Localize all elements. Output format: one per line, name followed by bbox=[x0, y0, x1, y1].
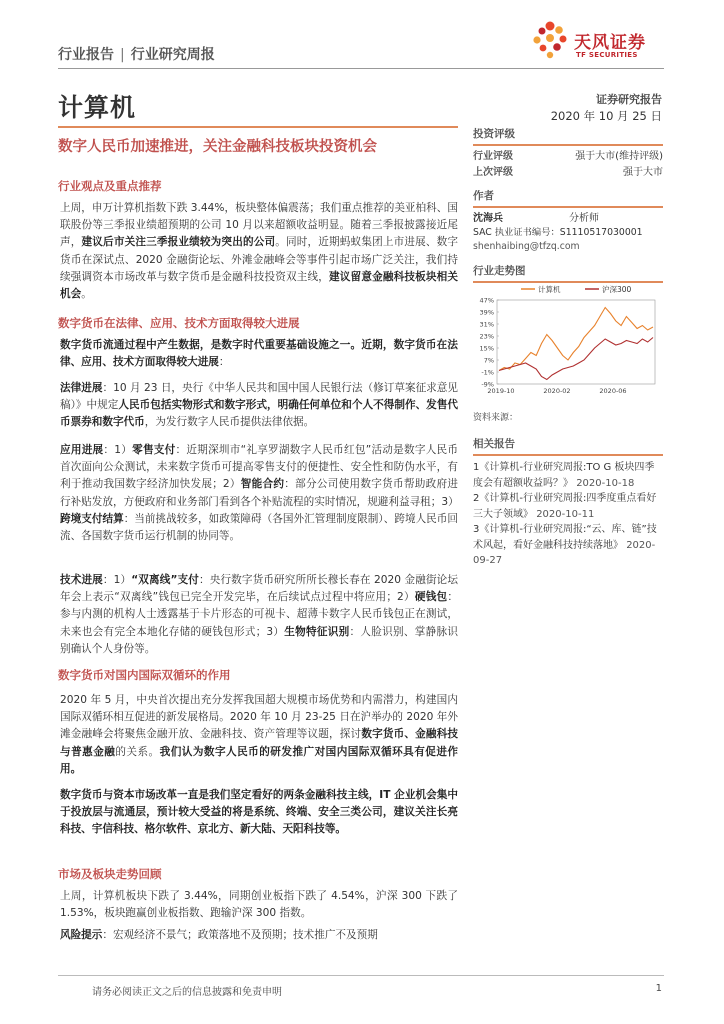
sidebar-rule bbox=[473, 206, 663, 208]
prev-rating-label: 上次评级 bbox=[473, 167, 513, 178]
paragraph bbox=[60, 380, 458, 432]
y-tick-label: 47% bbox=[479, 296, 494, 305]
y-tick-label: -9% bbox=[481, 380, 494, 389]
related-report-title: 1《计算机-行业研究周报:TO G 板块四季度会有超额收益吗？》 bbox=[473, 462, 655, 489]
paragraph bbox=[60, 200, 458, 303]
text-run: ：1） bbox=[103, 444, 133, 456]
prev-rating-row bbox=[473, 165, 663, 181]
text-run: 2020 年 5 月，中央首次提出充分发挥我国超大规模市场优势和内需潜力，构建国内国际双循环相互促进的新发展格局。2020 年 10 月 23-25 日在沪举办的 2020 年外滩金融峰会将聚焦金融开放、金融科技、资产管理等议题，探讨 bbox=[60, 694, 458, 741]
text-run: ：当前挑战较多，如政策障碍（各国外汇管理制度限制）、跨境人民币回流、各国数字货币运行机制的协同等。 bbox=[60, 512, 458, 543]
paragraph bbox=[60, 888, 458, 922]
section-heading: 市场及板块走势回顾 bbox=[58, 867, 162, 881]
text-bold: 数字货币流通过程中产生数据，是数字时代重要基础设施之一。近期，数字货币在法律、应用、技术方面取得较大进展 bbox=[60, 339, 458, 369]
related-report-item[interactable] bbox=[473, 522, 663, 569]
header-breadcrumb bbox=[58, 44, 215, 64]
related-report-title: 3《计算机-行业研究周报:“云、库、链”技术风起，看好金融科技持续落地》 bbox=[473, 524, 657, 551]
x-tick-label: 2020-02 bbox=[543, 387, 571, 395]
paragraph bbox=[60, 927, 458, 944]
text-run: ：部分公司使用数字货币帮助政府进行补贴发放，方便政府和业务部门看到各个补贴流程的实时情况，规避利益寻租；3） bbox=[60, 478, 459, 508]
author-role: 分析师 bbox=[569, 213, 599, 224]
text-bold: 生物特征识别 bbox=[284, 625, 350, 638]
industry-rating-row bbox=[473, 149, 663, 165]
text-bold: 建议留意金融科技板块相关机会 bbox=[60, 270, 458, 301]
paragraph bbox=[60, 787, 458, 839]
y-tick-label: 23% bbox=[479, 332, 494, 341]
related-report-date: 2020-09-27 bbox=[473, 539, 656, 566]
y-tick-label: 39% bbox=[479, 308, 494, 317]
text-bold: 风险提示 bbox=[60, 929, 103, 941]
report-headline: 数字人民币加速推进，关注金融科技板块投资机会 bbox=[58, 139, 377, 155]
text-run: 的关系。 bbox=[115, 745, 160, 758]
text-run: ：人脸识别、掌静脉识别确认个人身份等。 bbox=[60, 625, 459, 655]
y-tick-label: 15% bbox=[479, 344, 494, 353]
text-bold: 应用进展 bbox=[60, 444, 104, 456]
text-run: ：参与内测的机构人士透露基于卡片形态的可视卡、超薄卡数字人民币钱包正在测试，未来也会有完全本地化存储的硬钱包形式；3） bbox=[60, 591, 459, 638]
series-line bbox=[499, 308, 653, 371]
text-bold: 数字货币与资本市场改革一直是我们坚定看好的两条金融科技主线，IT 企业机会集中于投放层与流通层，预计较大受益的将是系统、终端、安全三类公司，建议关注长亮科技、宇信科技、格尔软件、京北方、新大陆、天阳科技等。 bbox=[60, 789, 458, 836]
legend-label: 沪深300 bbox=[602, 285, 632, 294]
series-line bbox=[499, 338, 653, 380]
paragraph bbox=[60, 442, 458, 545]
text-bold: 人民币包括实物形式和数字形式，明确任何单位和个人不得制作、发售代币票券和数字代币 bbox=[60, 399, 459, 429]
text-bold: 我们认为数字人民币的研发推广对国内国际双循环具有促进作用。 bbox=[60, 745, 459, 775]
x-tick-label: 2020-06 bbox=[599, 387, 627, 395]
industry-trend-chart bbox=[473, 280, 661, 398]
related-report-item[interactable] bbox=[473, 460, 663, 491]
trend-chart-svg bbox=[473, 280, 661, 398]
section-heading: 行业观点及重点推荐 bbox=[58, 179, 162, 193]
text-bold: “双离线”支付 bbox=[131, 574, 199, 586]
flower-logo-icon bbox=[528, 18, 572, 64]
report-date: 2020 年 10 月 25 日 bbox=[550, 109, 662, 123]
text-bold: 数字货币、金融科技与普惠金融 bbox=[60, 728, 459, 758]
related-report-date: 2020-10-11 bbox=[536, 508, 595, 520]
company-logo bbox=[528, 18, 668, 68]
text-run: 上周，申万计算机指数下跌 3.44%，板块整体偏震荡；我们重点推荐的美亚柏科、国联股份等三季报业绩超预期的公司 10 月以来超额收益明显。随着三季报披露接近尾声， bbox=[60, 202, 458, 249]
page-title: 计算机 bbox=[58, 93, 137, 122]
y-tick-label: 7% bbox=[483, 356, 494, 365]
text-bold: 法律进展 bbox=[60, 382, 103, 394]
logo-name-en: TF SECURITIES bbox=[576, 51, 638, 59]
author-panel bbox=[473, 188, 663, 254]
y-tick-label: -1% bbox=[481, 368, 494, 377]
sidebar-rule bbox=[473, 144, 663, 146]
author-email[interactable]: shenhaibing@tfzq.com bbox=[473, 241, 580, 252]
text-bold: 硬钱包 bbox=[414, 591, 448, 604]
report-type: 证券研究报告 bbox=[596, 93, 662, 106]
header-divider bbox=[58, 68, 664, 69]
text-run: ：近期深圳市“礼享罗湖数字人民币红包”活动是数字人民币首次面向公众测试，未来数字货币可提高零售支付的便捷性、安全性和防伪水平，有利于推动我国数字经济加快发展；2） bbox=[60, 444, 458, 491]
header-report-kind: 行业报告 bbox=[58, 47, 114, 63]
paragraph bbox=[60, 692, 458, 778]
text-bold: 零售支付 bbox=[132, 444, 176, 456]
text-run: ，为发行数字人民币提供法律依据。 bbox=[144, 416, 315, 429]
text-run: 。 bbox=[81, 288, 92, 301]
sidebar-rule bbox=[473, 454, 663, 456]
logo-name-cn: 天风证券 bbox=[574, 33, 646, 53]
text-run: ：1） bbox=[102, 574, 132, 586]
related-report-date: 2020-10-18 bbox=[576, 477, 635, 489]
y-tick-label: 31% bbox=[479, 320, 494, 329]
text-bold: 技术进展 bbox=[60, 574, 103, 586]
rating-panel bbox=[473, 126, 663, 181]
author-sac: SAC 执业证书编号：S1110517030001 bbox=[473, 227, 643, 238]
related-heading: 相关报告 bbox=[473, 438, 515, 450]
text-run: ： bbox=[218, 356, 230, 369]
paragraph bbox=[60, 337, 458, 371]
rating-heading: 投资评级 bbox=[473, 128, 515, 140]
related-report-title: 2《计算机-行业研究周报:四季度重点看好三大子领域》 bbox=[473, 493, 657, 520]
text-bold: 跨境支付结算 bbox=[60, 512, 124, 525]
prev-rating-value: 强于大市 bbox=[623, 167, 663, 178]
x-tick-label: 2019-10 bbox=[487, 387, 515, 395]
text-bold: 智能合约 bbox=[240, 478, 285, 491]
text-run: ：宏观经济不景气；政策落地不及预期；技术推广不及预期 bbox=[102, 929, 378, 941]
text-run: 。同时，近期蚂蚁集团上市进展、数字货币在深试点、2020 金融街论坛、外滩金融峰会等事件引起市场广泛关注，我们持续强调资本市场改革与数字货币是金融科技投资双主线， bbox=[60, 236, 459, 283]
header-report-series: 行业研究周报 bbox=[130, 47, 215, 63]
author-name: 沈海兵 bbox=[473, 213, 503, 224]
title-rule bbox=[58, 126, 458, 128]
page-number: 1 bbox=[655, 983, 662, 994]
section-heading: 数字货币对国内国际双循环的作用 bbox=[58, 668, 231, 682]
text-run: ：央行数字货币研究所所长穆长春在 2020 金融街论坛年会上表示“双离线”钱包已完全开发完毕，在后续试点过程中将应用；2） bbox=[60, 574, 458, 604]
related-reports-panel bbox=[473, 436, 663, 569]
text-run: 上周，计算机板块下跌了 3.44%，同期创业板指下跌了 4.54%，沪深 300 下跌了 1.53%，板块跑赢创业板指数、跑输沪深 300 指数。 bbox=[60, 890, 458, 920]
trend-heading: 行业走势图 bbox=[473, 265, 526, 277]
section-heading: 数字货币在法律、应用、技术方面取得较大进展 bbox=[58, 316, 300, 330]
footer-divider bbox=[58, 975, 664, 976]
author-row bbox=[473, 212, 663, 226]
text-run: ：10 月 23 日，央行《中华人民共和国中国人民银行法（修订草案征求意见稿）》中规定 bbox=[60, 382, 459, 412]
legend-label: 计算机 bbox=[538, 285, 561, 294]
footer-disclaimer: 请务必阅读正文之后的信息披露和免责申明 bbox=[92, 987, 282, 998]
author-heading: 作者 bbox=[473, 190, 494, 202]
header-separator: | bbox=[120, 47, 125, 63]
industry-rating-label: 行业评级 bbox=[473, 151, 513, 162]
chart-source: 资料来源： bbox=[473, 413, 519, 423]
related-report-item[interactable] bbox=[473, 491, 663, 522]
text-bold: 建议后市关注三季报业绩较为突出的公司 bbox=[81, 236, 276, 249]
industry-rating-value: 强于大市(维持评级) bbox=[575, 151, 663, 162]
paragraph bbox=[60, 572, 458, 658]
